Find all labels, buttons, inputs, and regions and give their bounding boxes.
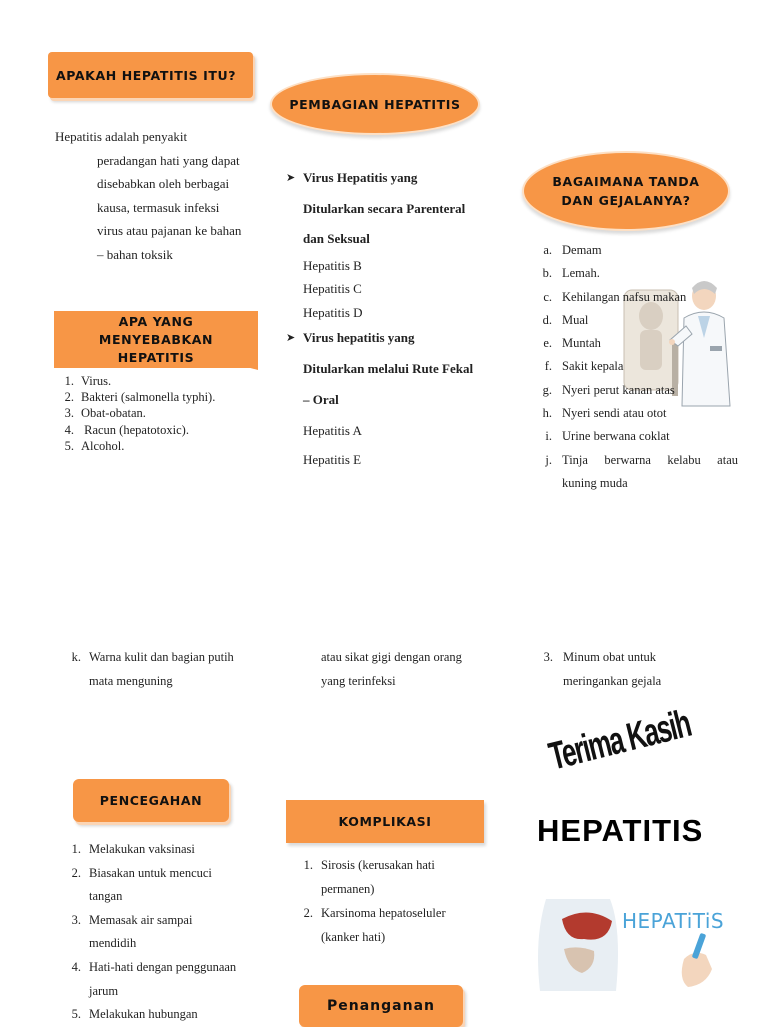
signs-list [540, 239, 738, 495]
fecal-oral-group: ➤ Virus hepatitis yang Ditularkan melalui Rute Fekal – Oral Hepatitis A Hepatitis E [286, 322, 496, 474]
thank-you-text: Terima Kasih [544, 700, 695, 779]
list-item: 2. Biasakan untuk mencuci tangan [71, 865, 212, 904]
signs-title: BAGAIMANA TANDA DAN GEJALANYA? [522, 151, 730, 231]
causes-title-tail [228, 362, 258, 370]
division-title: PEMBAGIAN HEPATITIS [270, 73, 480, 135]
list-item: 3. Obat-obatan. [64, 406, 146, 421]
list-item: 5. Alcohol. [64, 438, 125, 453]
hepatitis-illustration [538, 899, 728, 991]
bullet-arrow-icon: ➤ [286, 331, 296, 344]
list-item: a. Demam [543, 243, 602, 257]
prevention-list [68, 838, 268, 1027]
treatment-item-3: 3. Minum obat untuk meringankan gejala [543, 650, 662, 688]
list-item: 1. Melakukan vaksinasi [71, 842, 195, 856]
list-item: d. Mual [542, 312, 589, 327]
bullet-arrow-icon: ➤ [286, 171, 296, 184]
list-item: i. Urine berwana coklat [545, 429, 670, 444]
treatment-title: Penanganan [299, 985, 463, 1027]
parenteral-group: ➤ Virus Hepatitis yang Ditularkan secara Parenteral dan Seksual Hepatitis B Hepatitis C Hepatitis D [286, 163, 496, 324]
definition-text: Hepatitis adalah penyakit peradangan hati yang dapat disebabkan oleh berbagai kausa, termasuk infeksi virus atau pajanan ke bahan – bahan toksik [55, 129, 242, 262]
list-item: g. Nyeri perut kanan atas [542, 382, 675, 397]
what-is-hepatitis-title: APAKAH HEPATITIS ITU? [48, 52, 253, 98]
list-item: j. Tinja berwarna kelabu atau kuning muda [545, 452, 738, 490]
list-item: 2. Karsinoma hepatoseluler (kanker hati) [303, 906, 446, 944]
list-item: b. Lemah. [542, 266, 600, 281]
list-item: 4. Hati-hati dengan penggunaan jarum [71, 959, 237, 998]
hepatitis-image-word: HEPATiTiS [622, 909, 725, 933]
complication-list [300, 853, 490, 949]
causes-list [60, 373, 215, 454]
list-item: c. Kehilangan nafsu makan [543, 289, 687, 304]
list-item: f. Sakit kepala [544, 359, 624, 374]
list-item: 1. Virus. [64, 374, 112, 388]
list-item: 4. Racun (hepatotoxic). [64, 422, 189, 437]
list-item: 5. Melakukan hubungan [71, 1007, 198, 1022]
brochure-title: HEPATITIS [537, 813, 704, 848]
list-item: 2. Bakteri (salmonella typhi). [64, 390, 216, 405]
prevention-continued: atau sikat gigi dengan orang yang terinfeksi [321, 650, 462, 688]
list-item: e. Muntah [543, 336, 601, 351]
list-item: 1. Sirosis (kerusakan hati permanen) [303, 858, 435, 896]
list-item: 3. Memasak air sampai mendidih [71, 912, 193, 951]
list-item: h. Nyeri sendi atau otot [542, 406, 667, 421]
complication-title: KOMPLIKASI [286, 800, 484, 843]
prevention-title: PENCEGAHAN [73, 779, 229, 822]
causes-title: APA YANG MENYEBABKAN HEPATITIS [54, 311, 258, 368]
sign-k-item: k. Warna kulit dan bagian putih mata menguning [71, 650, 234, 688]
